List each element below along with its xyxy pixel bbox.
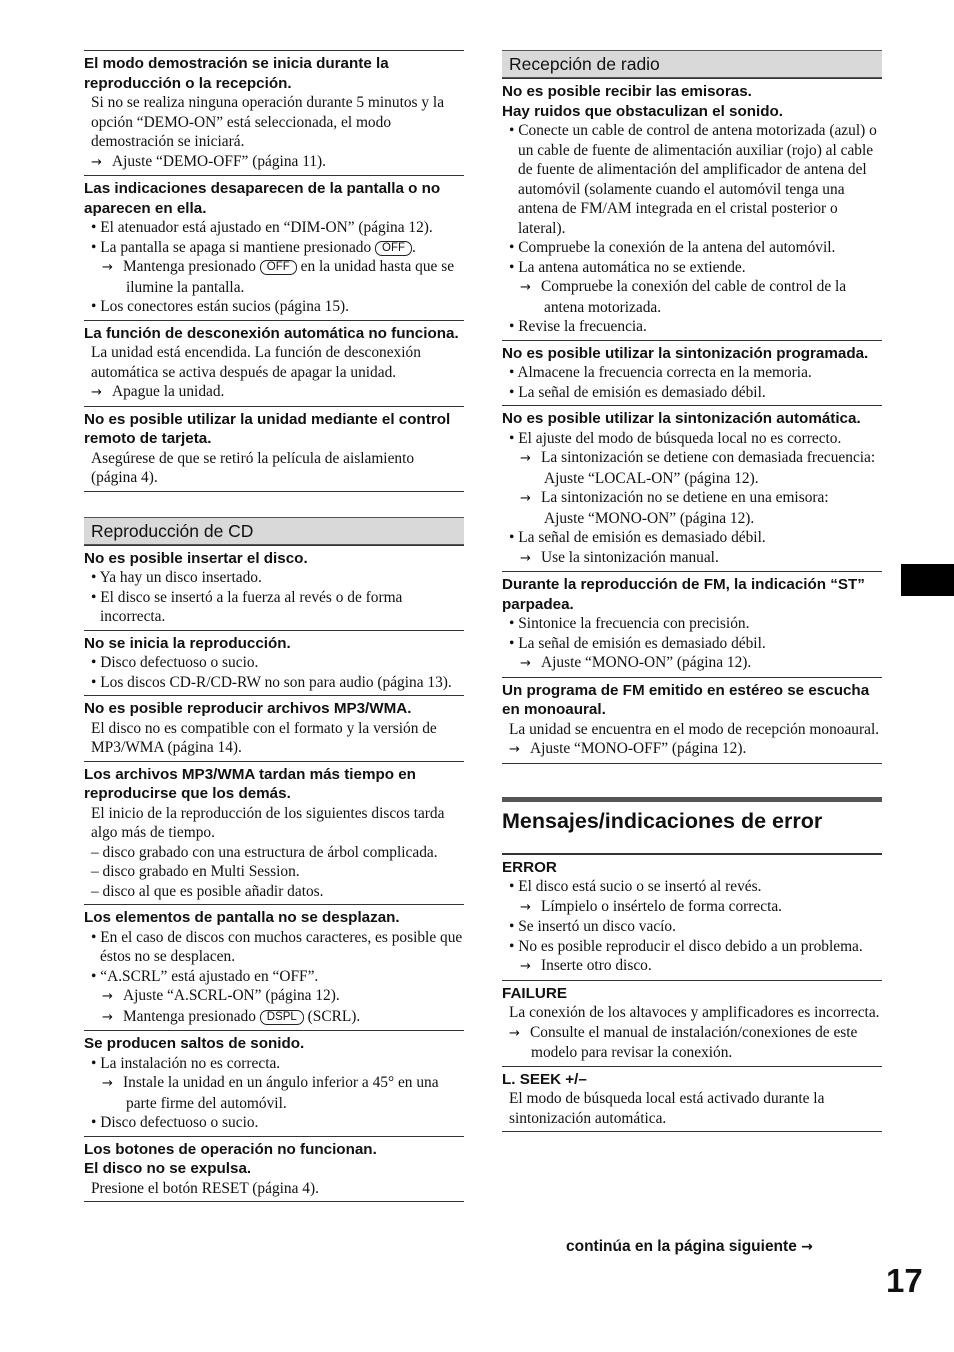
bullet-item [502, 917, 882, 937]
symptom-heading: El modo demostración se inicia durante la reproducción o la recepción. [84, 55, 389, 92]
right-arrow-icon: → [801, 1239, 813, 1255]
symptom-heading: Los elementos de pantalla no se desplazan. [84, 909, 400, 926]
item-text: La señal de emisión es demasiado débil. [518, 383, 766, 401]
symptom-heading: ERROR [502, 858, 557, 876]
remedy-item [502, 739, 882, 760]
bullet-item [84, 238, 464, 258]
explanation-text [84, 449, 464, 488]
item-text: Los conectores están sucios (página 15). [100, 298, 349, 315]
right-arrow-icon: → [520, 451, 531, 466]
item-text: Disco defectuoso o sucio. [100, 654, 259, 671]
troubleshooting-entry [84, 630, 464, 696]
item-text: La sintonización se detiene con demasiada frecuencia: [541, 449, 876, 466]
right-arrow-icon: → [520, 550, 531, 566]
remedy-item [502, 956, 882, 977]
symptom-heading: La función de desconexión automática no funciona. [84, 324, 459, 342]
remedy-detail [502, 469, 882, 489]
bullet-item [84, 928, 464, 967]
section-header-radio: Recepción de radio [502, 50, 882, 78]
item-text: Límpielo o insértelo de forma correcta. [541, 897, 783, 915]
item-text: (SCRL). [303, 1007, 361, 1025]
item-text: La pantalla se apaga si mantiene presionado [100, 238, 376, 256]
item-text: La señal de emisión es demasiado débil. [518, 529, 766, 546]
troubleshooting-entry [84, 50, 464, 175]
symptom-heading: Las indicaciones desaparecen de la pantalla o no aparecen en ella. [84, 180, 441, 217]
item-text: La antena automática no se extiende. [518, 258, 746, 276]
bullet-icon: • [509, 918, 519, 935]
general-troubleshooting-section [84, 50, 464, 492]
dash-icon: – [91, 882, 103, 900]
remedy-item [502, 1023, 882, 1063]
item-text: Ajuste “DEMO-OFF” (página 11). [112, 152, 327, 170]
right-arrow-icon: → [520, 899, 531, 915]
symptom-heading: No es posible insertar el disco. [84, 549, 308, 567]
bullet-icon: • [509, 122, 519, 139]
continue-text: continúa en la página siguiente [566, 1238, 797, 1255]
bullet-icon: • [91, 673, 101, 691]
symptom-heading: No es posible utilizar la sintonización programada. [502, 344, 869, 362]
remedy-item [84, 1007, 464, 1028]
bullet-icon: • [509, 239, 519, 256]
continue-note [566, 1238, 813, 1256]
right-arrow-icon: → [520, 280, 531, 295]
item-text: La unidad se encuentra en el modo de recepción monoaural. [509, 720, 880, 738]
item-text: Ajuste “MONO-ON” (página 12). [544, 509, 755, 527]
item-text: El atenuador está ajustado en “DIM-ON” (página 12). [100, 219, 433, 236]
dash-item [84, 843, 464, 863]
button-label-dspl: DSPL [260, 1010, 304, 1025]
right-arrow-icon: → [520, 656, 531, 671]
item-text: Almacene la frecuencia correcta en la memoria. [517, 364, 812, 381]
troubleshooting-entry [84, 761, 464, 905]
bullet-icon: • [91, 588, 101, 606]
troubleshooting-entry [84, 320, 464, 406]
item-text: “A.SCRL” está ajustado en “OFF”. [100, 967, 319, 985]
symptom-heading: Los botones de operación no funcionan. El disco no se expulsa. [84, 1140, 377, 1177]
bullet-icon: • [509, 634, 519, 652]
bullet-item [84, 588, 464, 627]
item-text: Se insertó un disco vacío. [518, 918, 676, 935]
bullet-item [502, 614, 882, 634]
explanation-text [84, 343, 464, 382]
bullet-item [502, 258, 882, 278]
item-text: Instale la unidad en un ángulo inferior a 45° en una parte firme del automóvil. [123, 1074, 439, 1112]
explanation-text [84, 719, 464, 758]
symptom-heading: Se producen saltos de sonido. [84, 1035, 305, 1052]
bullet-icon: • [91, 219, 101, 236]
item-text: La conexión de los altavoces y amplificadores es incorrecta. [509, 1004, 880, 1021]
item-text: La unidad está encendida. La función de desconexión automática se activa después de apagar la unidad. [91, 344, 421, 381]
item-text: El modo de búsqueda local está activado durante la sintonización automática. [509, 1090, 825, 1127]
symptom-heading: No es posible utilizar la unidad mediante el control remoto de tarjeta. [84, 410, 451, 447]
troubleshooting-entry [84, 904, 464, 1030]
chapter-tab-marker [901, 564, 954, 596]
bullet-item [502, 317, 882, 337]
item-text: Compruebe la conexión de la antena del automóvil. [518, 239, 836, 256]
remedy-item [502, 653, 882, 674]
explanation-text [502, 720, 882, 740]
bullet-icon: • [509, 258, 519, 276]
cd-troubleshooting-section [84, 545, 464, 1203]
right-column [502, 50, 882, 1132]
troubleshooting-entry [502, 571, 882, 677]
troubleshooting-entry [84, 1030, 464, 1136]
item-text: disco al que es posible añadir datos. [102, 882, 324, 900]
item-text: Apague la unidad. [112, 383, 225, 400]
bullet-item [502, 238, 882, 258]
bullet-icon: • [509, 937, 519, 955]
remedy-item [84, 1073, 464, 1113]
right-arrow-icon: → [102, 1009, 113, 1025]
item-text: . [412, 238, 416, 256]
bullet-item [84, 297, 464, 317]
bullet-icon: • [509, 529, 519, 546]
item-text: Use la sintonización manual. [541, 548, 719, 566]
dash-icon: – [91, 863, 103, 880]
item-text: No es posible reproducir el disco debido a un problema. [518, 937, 863, 955]
troubleshooting-entry [502, 854, 882, 980]
bullet-item [84, 1113, 464, 1133]
right-arrow-icon: → [91, 385, 102, 400]
right-arrow-icon: → [509, 742, 520, 757]
bullet-item [84, 218, 464, 238]
remedy-item [502, 448, 882, 469]
radio-troubleshooting-section [502, 78, 882, 764]
explanation-text [502, 1089, 882, 1128]
remedy-item [84, 152, 464, 173]
symptom-heading: No es posible utilizar la sintonización automática. [502, 410, 861, 427]
bullet-item [502, 429, 882, 449]
bullet-icon: • [91, 654, 101, 671]
bullet-item [502, 877, 882, 897]
remedy-item [84, 986, 464, 1007]
bullet-item [84, 568, 464, 588]
item-text: La señal de emisión es demasiado débil. [518, 634, 766, 652]
bullet-item [502, 937, 882, 957]
troubleshooting-entry [84, 1136, 464, 1203]
item-text: La sintonización no se detiene en una emisora: [541, 489, 829, 506]
troubleshooting-entry [84, 545, 464, 630]
symptom-heading: Un programa de FM emitido en estéreo se escucha en monoaural. [502, 681, 870, 718]
item-text: Disco defectuoso o sucio. [100, 1114, 259, 1131]
item-text: Si no se realiza ninguna operación durante 5 minutos y la opción “DEMO-ON” está seleccionada, el modo demostración se iniciará. [91, 94, 445, 150]
remedy-item [502, 548, 882, 569]
troubleshooting-entry [502, 1066, 882, 1133]
right-arrow-icon: → [520, 491, 531, 506]
bullet-item [502, 383, 882, 403]
item-text: Revise la frecuencia. [518, 318, 647, 335]
explanation-text [84, 1179, 464, 1199]
remedy-detail [502, 509, 882, 529]
item-text: Consulte el manual de instalación/conexiones de este modelo para revisar la conexión. [530, 1023, 858, 1061]
symptom-heading: FAILURE [502, 984, 567, 1002]
bullet-item [84, 967, 464, 987]
dash-item [84, 882, 464, 902]
troubleshooting-entry [502, 405, 882, 571]
bullet-item [84, 653, 464, 673]
right-arrow-icon: → [102, 989, 113, 1004]
left-column [84, 50, 464, 1202]
troubleshooting-entry [84, 406, 464, 492]
item-text: Inserte otro disco. [541, 957, 652, 974]
error-messages-section [502, 854, 882, 1133]
item-text: El ajuste del modo de búsqueda local no es correcto. [518, 429, 842, 447]
item-text: Mantenga presionado [123, 1007, 260, 1025]
item-text: Conecte un cable de control de antena motorizada (azul) o un cable de fuente de alimentación auxiliar (rojo) al cable de fuente de alimentación del amplificador de antena del automóvil (solamente cuando el automóvil tenga una antena de FM/AM integrada en el cristal posterior o lateral). [518, 122, 877, 237]
item-text: El disco está sucio o se insertó al revés. [518, 878, 762, 895]
bullet-item [502, 363, 882, 383]
item-text: Los discos CD-R/CD-RW no son para audio (página 13). [100, 673, 452, 691]
item-text: Asegúrese de que se retiró la película de aislamiento (página 4). [91, 449, 415, 486]
symptom-heading: Los archivos MP3/WMA tardan más tiempo en reproducirse que los demás. [84, 765, 416, 802]
bullet-item [84, 1054, 464, 1074]
item-text: En el caso de discos con muchos caracteres, es posible que éstos no se desplacen. [100, 928, 463, 965]
item-text: El inicio de la reproducción de los siguientes discos tarda algo más de tiempo. [91, 804, 445, 841]
right-arrow-icon: → [102, 1076, 113, 1091]
bullet-icon: • [91, 928, 101, 946]
right-arrow-icon: → [520, 959, 531, 974]
item-text: disco grabado en Multi Session. [102, 863, 300, 880]
bullet-icon: • [91, 1114, 101, 1131]
bullet-item [502, 528, 882, 548]
bullet-item [502, 121, 882, 238]
item-text: La instalación no es correcta. [100, 1054, 281, 1072]
remedy-item [502, 488, 882, 509]
button-label-off: OFF [260, 260, 297, 275]
symptom-heading: L. SEEK +/– [502, 1070, 587, 1088]
dash-icon: – [91, 843, 103, 861]
page-number: 17 [886, 1262, 923, 1299]
explanation-text [502, 1003, 882, 1023]
explanation-text [84, 804, 464, 843]
section-header-cd: Reproducción de CD [84, 517, 464, 545]
bullet-icon: • [509, 364, 518, 381]
item-text: en la unidad hasta que se ilumine la pantalla. [126, 258, 455, 296]
right-arrow-icon: → [509, 1025, 520, 1041]
bullet-icon: • [509, 318, 519, 335]
bullet-icon: • [91, 298, 101, 315]
symptom-heading: No es posible reproducir archivos MP3/WMA. [84, 700, 412, 717]
troubleshooting-entry [84, 175, 464, 320]
item-text: Ajuste “A.SCRL-ON” (página 12). [123, 987, 340, 1004]
troubleshooting-entry [502, 78, 882, 340]
explanation-text [84, 93, 464, 152]
bullet-icon: • [509, 878, 519, 895]
item-text: Mantenga presionado [123, 258, 260, 275]
bullet-item [502, 634, 882, 654]
item-text: Ajuste “LOCAL-ON” (página 12). [544, 469, 759, 487]
bullet-icon: • [509, 615, 519, 632]
item-text: Ajuste “MONO-OFF” (página 12). [530, 740, 747, 757]
symptom-heading: No es posible recibir las emisoras. Hay ruidos que obstaculizan el sonido. [502, 83, 784, 120]
bullet-icon: • [91, 967, 101, 985]
bullet-icon: • [509, 429, 519, 447]
bullet-icon: • [509, 383, 519, 401]
right-arrow-icon: → [91, 154, 102, 170]
item-text: El disco no es compatible con el formato y la versión de MP3/WMA (página 14). [91, 719, 437, 756]
bullet-icon: • [91, 238, 101, 256]
item-text: Presione el botón RESET (página 4). [91, 1179, 319, 1197]
troubleshooting-entry [502, 340, 882, 406]
symptom-heading: Durante la reproducción de FM, la indicación “ST” parpadea. [502, 576, 865, 613]
item-text: disco grabado con una estructura de árbol complicada. [102, 843, 438, 861]
item-text: Compruebe la conexión del cable de control de la antena motorizada. [541, 278, 847, 316]
item-text: Ya hay un disco insertado. [99, 569, 262, 586]
bullet-item [84, 673, 464, 693]
troubleshooting-entry [84, 695, 464, 761]
remedy-item [84, 257, 464, 297]
item-text: Sintonice la frecuencia con precisión. [518, 615, 750, 632]
remedy-item [84, 382, 464, 403]
remedy-item [502, 277, 882, 317]
button-label-off: OFF [375, 241, 412, 256]
right-arrow-icon: → [102, 260, 113, 275]
remedy-item [502, 897, 882, 918]
dash-item [84, 862, 464, 882]
troubleshooting-entry [502, 980, 882, 1066]
item-text: El disco se insertó a la fuerza al revés o de forma incorrecta. [100, 588, 403, 625]
troubleshooting-entry [502, 677, 882, 764]
bullet-icon: • [91, 569, 100, 586]
symptom-heading: No se inicia la reproducción. [84, 634, 291, 652]
bullet-icon: • [91, 1054, 101, 1072]
item-text: Ajuste “MONO-ON” (página 12). [541, 654, 752, 671]
errors-title: Mensajes/indicaciones de error [502, 797, 882, 854]
